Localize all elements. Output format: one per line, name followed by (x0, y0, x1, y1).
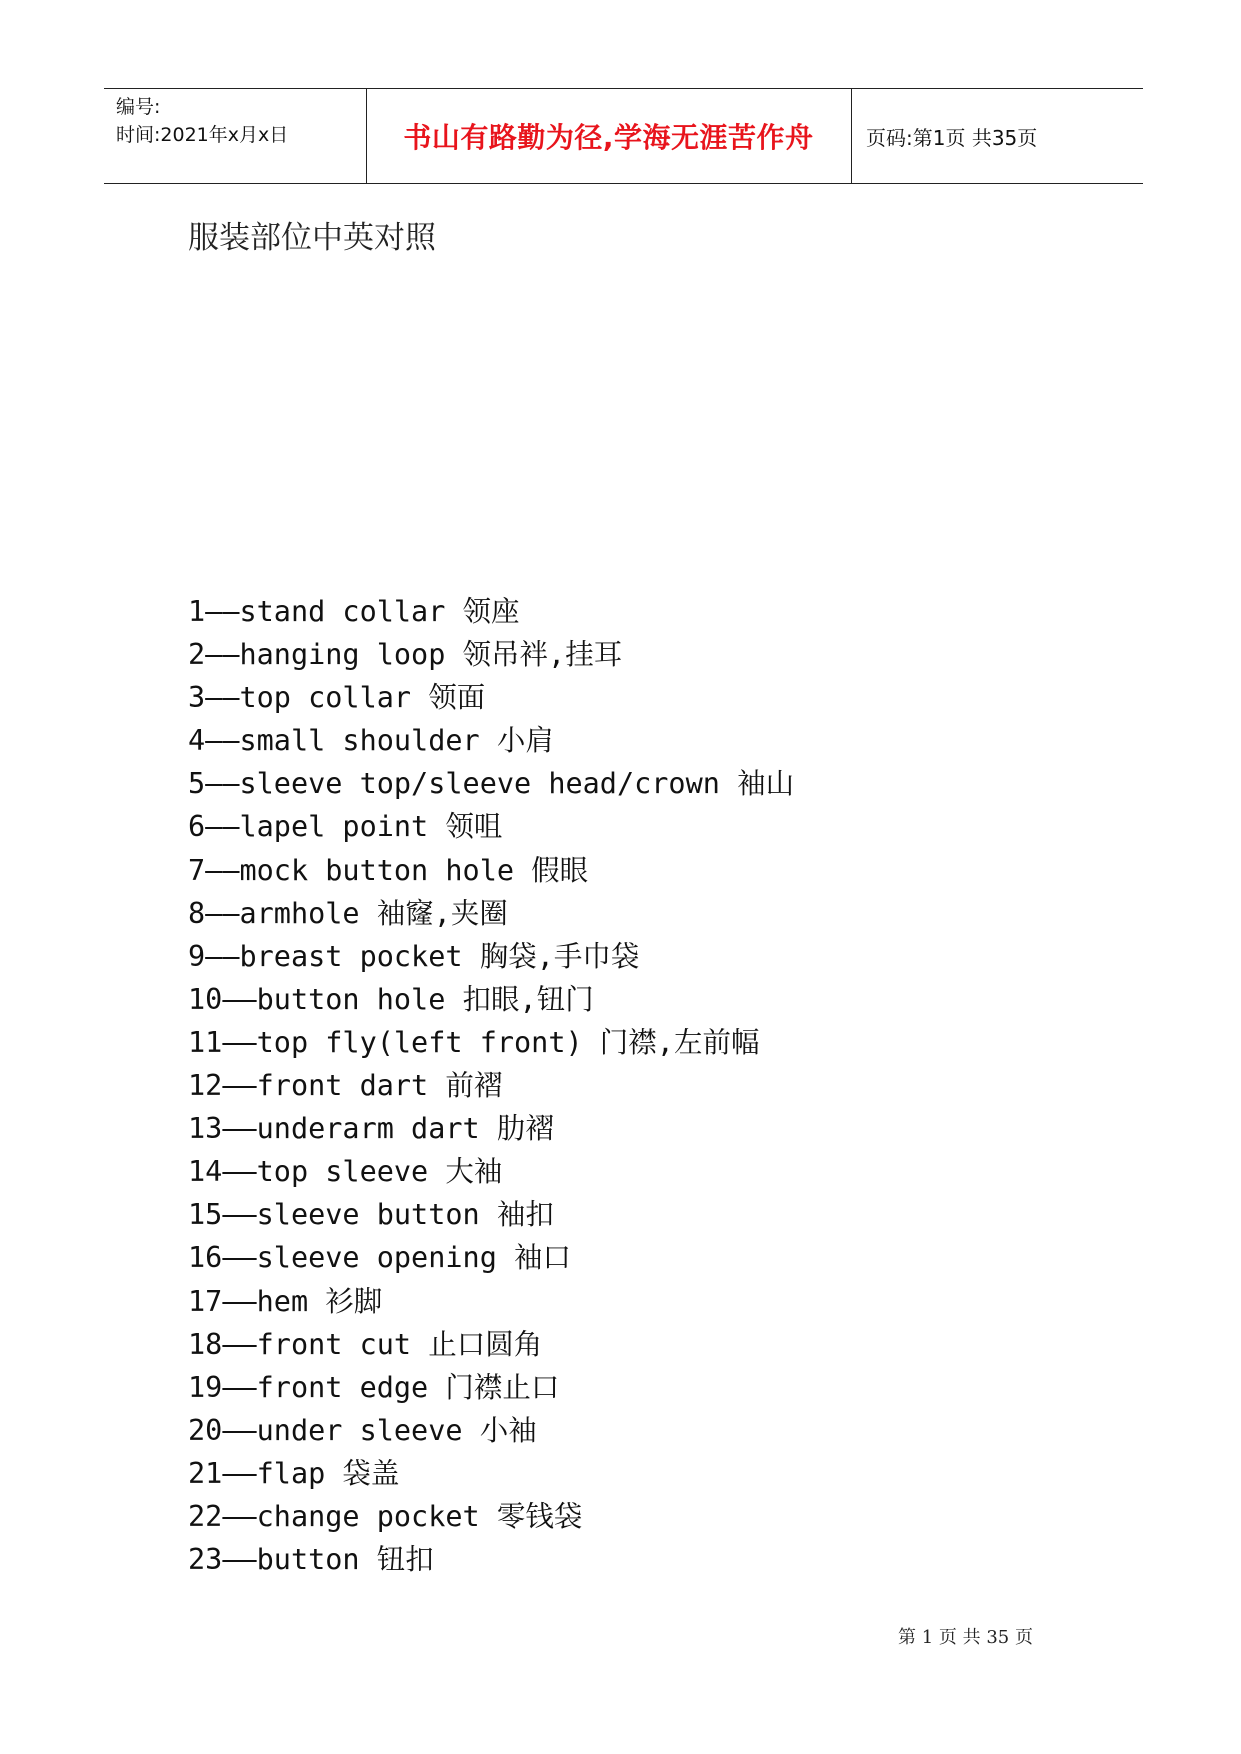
page-title: 服装部位中英对照 (188, 220, 436, 256)
number-label: 编号: (116, 96, 161, 118)
header-page-info: 页码:第1页 共35页 (866, 125, 1038, 150)
list-item: 16——sleeve opening 袖口 (188, 1241, 572, 1275)
list-item: 23——button 钮扣 (188, 1543, 434, 1577)
list-item: 18——front cut 止口圆角 (188, 1327, 543, 1361)
list-item: 14——top sleeve 大袖 (188, 1155, 503, 1189)
list-item: 22——change pocket 零钱袋 (188, 1499, 583, 1533)
footer-page-number: 第 1 页 共 35 页 (898, 1627, 1033, 1648)
list-item: 17——hem 衫脚 (188, 1284, 383, 1318)
list-item: 12——front dart 前褶 (188, 1069, 503, 1103)
header-divider (851, 89, 852, 183)
list-item: 8——armhole 袖窿,夹圈 (188, 896, 508, 930)
list-item: 7——mock button hole 假眼 (188, 853, 589, 887)
list-item: 5——sleeve top/sleeve head/crown 袖山 (188, 767, 795, 801)
list-item: 3——top collar 领面 (188, 681, 486, 715)
list-item: 19——front edge 门襟止口 (188, 1370, 560, 1404)
time-label: 时间:2021年x月x日 (116, 124, 289, 146)
term-list (188, 590, 794, 1581)
list-item: 15——sleeve button 袖扣 (188, 1198, 554, 1232)
list-item: 6——lapel point 领咀 (188, 810, 503, 844)
list-item: 20——under sleeve 小袖 (188, 1413, 537, 1447)
list-item: 10——button hole 扣眼,钮门 (188, 982, 594, 1016)
list-item: 2——hanging loop 领吊袢,挂耳 (188, 638, 623, 672)
list-item: 13——underarm dart 肋褶 (188, 1112, 554, 1146)
header-meta (116, 93, 288, 149)
list-item: 1——stand collar 领座 (188, 595, 520, 628)
list-item: 4——small shoulder 小肩 (188, 724, 554, 758)
header-motto: 书山有路勤为径,学海无涯苦作舟 (403, 121, 814, 154)
list-item: 9——breast pocket 胸袋,手巾袋 (188, 939, 640, 973)
list-item: 21——flap 袋盖 (188, 1456, 400, 1490)
list-item: 11——top fly(left front) 门襟,左前幅 (188, 1025, 760, 1059)
document-header (104, 88, 1143, 184)
